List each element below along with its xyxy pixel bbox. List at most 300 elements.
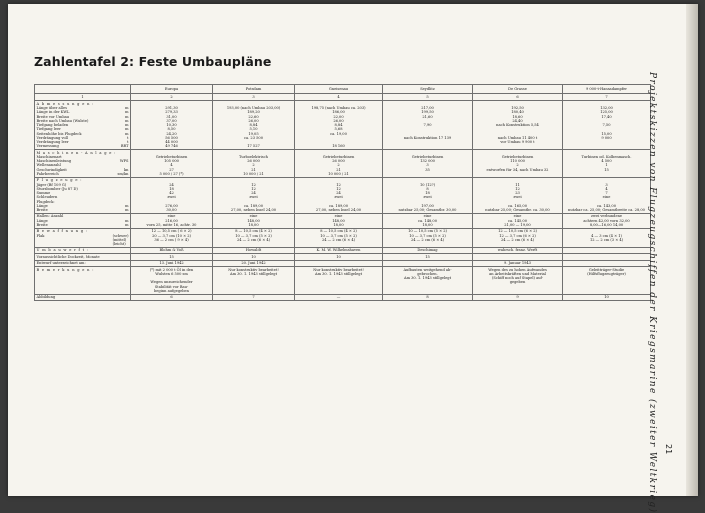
cell-line: 49 746 bbox=[165, 144, 178, 149]
data-cell bbox=[563, 267, 651, 295]
cell-line: 24 — 2 cm (6 × 4) bbox=[410, 237, 445, 242]
cell-line: 186,00 bbox=[332, 110, 345, 115]
unit-label: m bbox=[125, 110, 129, 115]
data-cell: K. M. W. Wilhelmshaven bbox=[295, 247, 383, 253]
cell-line: 3 bbox=[605, 182, 608, 187]
unit-label: sm/kn bbox=[117, 171, 129, 176]
cell-line: 10 (12?) bbox=[419, 182, 436, 187]
data-cell: Deschimag bbox=[383, 247, 473, 253]
cell-line: 24,20 bbox=[166, 131, 177, 136]
cell-line: 8,00—16,00 14,00 bbox=[589, 222, 624, 227]
cell-line bbox=[565, 144, 649, 148]
data-cell: Blohm & Voß bbox=[131, 247, 213, 253]
data-cell bbox=[383, 228, 473, 247]
header-potsdam: Potsdam bbox=[213, 85, 295, 94]
cell-line: Getriebeturbinen bbox=[411, 154, 444, 159]
row-hallen bbox=[35, 213, 651, 228]
cell-line: (schwer) bbox=[112, 233, 129, 238]
data-cell bbox=[295, 267, 383, 295]
cell-line: 24 — 2 cm (6 × 4) bbox=[500, 237, 535, 242]
cell-line: 21 bbox=[251, 167, 256, 172]
book-binding bbox=[686, 4, 698, 496]
data-cell bbox=[131, 101, 213, 150]
unit-label: m bbox=[125, 207, 129, 212]
row-bemerkungen bbox=[35, 267, 651, 295]
cell-line: 12 — 10,5 cm (6 × 2) bbox=[498, 229, 537, 234]
cell-line: 27,00, neben Insel 24,00 bbox=[230, 207, 277, 212]
data-cell bbox=[295, 213, 383, 228]
cell-line: 197,00 bbox=[421, 203, 434, 208]
column-number: 2 bbox=[131, 94, 213, 101]
row-label: Maschinenleistung bbox=[36, 159, 72, 164]
cell-line: 10 — 3,7 cm (5 × 2) bbox=[235, 233, 272, 238]
cell-line: 216,00 bbox=[165, 218, 178, 223]
cell-line: 19,05 bbox=[248, 131, 259, 136]
unit-label: t bbox=[127, 135, 129, 140]
row-abmessungen bbox=[35, 101, 651, 150]
cell-line: ca. 145,00 bbox=[507, 218, 527, 223]
data-cell bbox=[213, 101, 295, 150]
cell-line: 4 — 3 cm (4 × 1) bbox=[591, 233, 622, 238]
cell-line: 148,00 bbox=[332, 218, 345, 223]
cell-line: zwei bbox=[249, 195, 258, 200]
cell-line: beginn aufgegeben bbox=[153, 288, 190, 293]
cell-line: Getriebeturbinen bbox=[501, 154, 534, 159]
row-label: U m b a u w e r f t : bbox=[35, 247, 131, 253]
unit-label: WPS bbox=[119, 159, 129, 164]
data-cell bbox=[213, 177, 295, 213]
cell-line: 125,00 bbox=[600, 110, 613, 115]
cell-line: zwei bbox=[513, 195, 522, 200]
cell-line: 24 bbox=[251, 191, 256, 196]
data-cell bbox=[131, 267, 213, 295]
cell-line: Am 30. 1. 1943 stillgelegt bbox=[314, 271, 363, 276]
cell-line: Am 30. 1. 1943 stillgelegt bbox=[229, 271, 278, 276]
data-cell bbox=[213, 267, 295, 295]
header-de-grasse: De Grasse bbox=[473, 85, 563, 94]
cell-line: achtern 42,00 vorn 32,00 bbox=[583, 218, 630, 223]
cell-line: 56 500 bbox=[165, 135, 178, 140]
data-cell bbox=[131, 177, 213, 213]
data-cell: 10 bbox=[213, 254, 295, 260]
data-cell bbox=[383, 213, 473, 228]
cell-line: 10 — 3,7 cm (5 × 2) bbox=[320, 233, 357, 238]
column-number: 1 bbox=[35, 94, 131, 101]
row-label: Länge in der KWL bbox=[36, 110, 70, 115]
cell-line: 7,50 bbox=[602, 123, 611, 128]
cell-line: 10 — 3,7 cm (5 × 2) bbox=[409, 233, 446, 238]
cell-line: 10 000 / 21 bbox=[243, 171, 264, 176]
cell-line: 3 bbox=[426, 163, 429, 168]
row-label: Länge bbox=[36, 218, 48, 223]
data-cell bbox=[383, 150, 473, 178]
cell-line: 23 bbox=[515, 191, 520, 196]
cell-line bbox=[475, 172, 561, 176]
cell-line: 8,84 bbox=[334, 123, 343, 128]
cell-line: 30,00 bbox=[166, 207, 177, 212]
row-abbildung bbox=[35, 294, 651, 300]
data-cell bbox=[473, 177, 563, 213]
cell-line: (*) mit 2 000 t Öl in den bbox=[149, 267, 194, 272]
row-label: Breite nach Umbau (Wulste) bbox=[36, 118, 89, 123]
data-cell: 9. Januar 1943 bbox=[473, 260, 563, 266]
unit-label: m bbox=[125, 123, 129, 128]
cell-line: ca. 189,00 bbox=[243, 203, 263, 208]
cell-line: 4 500 bbox=[601, 159, 612, 164]
cell-line: 10,30 bbox=[166, 123, 177, 128]
cell-line: 24 — 2 cm (6 × 4) bbox=[321, 237, 356, 242]
cell-line: 105 000 bbox=[164, 159, 179, 164]
cell-line: 22,00 bbox=[333, 114, 344, 119]
column-number: 4 bbox=[295, 94, 383, 101]
row-label: Breite vor Umbau bbox=[36, 114, 70, 119]
cell-line: ca. 19,00 bbox=[330, 131, 347, 136]
cell-line: nutzbar ca. 25,00; Gesamtbreite ca. 28,00 bbox=[568, 207, 645, 212]
cell-line bbox=[565, 172, 649, 176]
cell-line: Wegen des zu hohen Aufwandes bbox=[488, 267, 547, 272]
unit-label: m bbox=[125, 114, 129, 119]
cell-line: 8 bbox=[426, 186, 429, 191]
cell-line: 21,60 bbox=[422, 114, 433, 119]
row-label: Länge über alles bbox=[36, 106, 67, 111]
cell-line: 44 000 bbox=[165, 140, 178, 145]
unit-label: m bbox=[125, 118, 129, 123]
unit-label: kn bbox=[124, 167, 129, 172]
row-label: Länge bbox=[36, 203, 48, 208]
cell-line: 9 000 bbox=[601, 135, 612, 140]
cell-line: 12 — 2 cm (3 × 4) bbox=[589, 237, 624, 242]
cell-line: eine bbox=[334, 214, 343, 219]
cell-line: nach Konstruktion 5,54 bbox=[496, 123, 539, 128]
column-number: 3 bbox=[213, 94, 295, 101]
row-label: Voraussichtliche Dockzeit, Monate bbox=[35, 254, 131, 260]
cell-line: 18 bbox=[425, 191, 430, 196]
data-cell bbox=[213, 150, 295, 178]
column-number: 5 bbox=[383, 94, 473, 101]
cell-line: 10 — 10,5 cm (5 × 2) bbox=[408, 229, 447, 234]
cell-line: 12 bbox=[336, 182, 341, 187]
row-label: Hallen: Anzahl bbox=[36, 214, 64, 219]
cell-line: 193,00 (nach Umbau 203,00) bbox=[226, 106, 281, 111]
cell-line: 12 bbox=[336, 186, 341, 191]
row-label: Flak bbox=[36, 233, 45, 238]
unit-label: m bbox=[125, 131, 129, 136]
cell-line: 22,60 bbox=[248, 114, 259, 119]
cell-line: 18,60 bbox=[512, 114, 523, 119]
row-label: Verdrängung leer bbox=[36, 140, 69, 145]
page-number: 21 bbox=[664, 444, 673, 455]
cell-line: 110 000 bbox=[510, 159, 525, 164]
cell-line: 5 000 / 27 (*) bbox=[159, 171, 184, 176]
cell-line: 31,00 bbox=[166, 114, 177, 119]
cell-line bbox=[385, 172, 471, 176]
data-cell bbox=[563, 101, 651, 150]
cell-line: Nur konstruktiv bearbeitet! bbox=[313, 267, 364, 272]
data-cell: 9 bbox=[473, 294, 563, 300]
cell-line: 1 bbox=[605, 163, 608, 168]
cell-line: 7,90 bbox=[423, 123, 432, 128]
cell-line: 26 000 bbox=[332, 159, 345, 164]
cell-line: 26,00 bbox=[248, 118, 259, 123]
row-label: Verdrängung voll bbox=[36, 135, 68, 140]
data-cell bbox=[295, 177, 383, 213]
unit-label: m bbox=[125, 127, 129, 132]
row-label: Vermessung bbox=[36, 144, 59, 149]
cell-line: eine bbox=[249, 214, 258, 219]
data-cell bbox=[383, 267, 473, 295]
cell-line: 180,40 bbox=[511, 110, 524, 115]
row-label: Seitenhöhe bis Flugdeck bbox=[36, 131, 82, 136]
data-cell bbox=[563, 213, 651, 228]
cell-line: 12 bbox=[251, 186, 256, 191]
cell-line: 35 bbox=[425, 167, 430, 172]
cell-line: nach Konstruktion 17 139 bbox=[403, 135, 452, 140]
data-cell bbox=[563, 150, 651, 178]
header-hansadampfer: 9 000-t-Hansadampfer bbox=[563, 85, 651, 94]
cell-line: eine bbox=[513, 214, 522, 219]
row-label: Fahrbereich bbox=[36, 171, 59, 176]
cell-line: 15,00 bbox=[601, 131, 612, 136]
cell-line: nach Umbau 11 400 t bbox=[497, 135, 538, 140]
header-seydlitz: Seydlitz bbox=[383, 85, 473, 94]
unit-label: BRT bbox=[120, 144, 129, 149]
cell-line: Getriebeturbinen bbox=[155, 154, 188, 159]
cell-line: eine bbox=[167, 214, 176, 219]
data-cell: 20. Juni 1942 bbox=[213, 260, 295, 266]
cell-line: 21,00 — 19,00 bbox=[504, 222, 531, 227]
cell-line: 12 bbox=[251, 182, 256, 187]
row-label: Breite bbox=[36, 207, 48, 212]
row-label: Schleudern bbox=[36, 195, 58, 200]
cell-line: Turboelektrisch bbox=[239, 154, 268, 159]
cell-line: 5,68 bbox=[334, 127, 343, 132]
cell-line: Geleitträger-Studie bbox=[588, 267, 625, 272]
data-cell bbox=[563, 228, 651, 247]
data-cell bbox=[473, 150, 563, 178]
cell-line: zwei bbox=[167, 195, 176, 200]
cell-line: 8,50 bbox=[167, 127, 176, 132]
cell-line: 21 bbox=[336, 167, 341, 172]
cell-line: 24,40 bbox=[512, 118, 523, 123]
cell-line: 27,00, neben Insel 24,00 bbox=[315, 207, 362, 212]
cell-line: 217,00 bbox=[421, 106, 434, 111]
cell-line: 132 000 bbox=[420, 159, 435, 164]
data-cell bbox=[131, 228, 213, 247]
data-cell bbox=[473, 101, 563, 150]
data-cell bbox=[473, 267, 563, 295]
cell-line: an Arbeitskräften und Material bbox=[489, 271, 546, 276]
cell-line: 24 — 2 cm (6 × 4) bbox=[236, 237, 271, 242]
cell-line: 199,50 bbox=[421, 110, 434, 115]
row-label: Tiefgang beladen bbox=[36, 123, 69, 128]
cell-line: zwei verbundene bbox=[590, 214, 623, 219]
data-cell bbox=[473, 213, 563, 228]
section-heading: B e w a f f n u n g : bbox=[36, 229, 88, 234]
cell-line: (leicht) bbox=[112, 241, 126, 246]
label-cell bbox=[35, 150, 131, 178]
cell-line: nutzbar 25,00; Gesamtbr. ca. 30,00 bbox=[485, 207, 550, 212]
cell-line: 2 bbox=[337, 163, 340, 168]
cell-line: eine bbox=[423, 214, 432, 219]
data-cell: 7 bbox=[213, 294, 295, 300]
cell-line: 276,00 bbox=[165, 203, 178, 208]
row-label: Entwurf unterzeichnet am: bbox=[35, 260, 131, 266]
cell-line: 18,00 bbox=[333, 222, 344, 227]
running-head: Projektskizzen von Flugzeugschiffen der Kriegsmarine (zweiter Weltkrieg) bbox=[647, 72, 657, 513]
cell-line: Aufbauten weitgehend ab- bbox=[403, 267, 452, 272]
cell-line: 198,75 (nach Umbau ca. 203) bbox=[311, 106, 366, 111]
cell-line: 10 000 / 21 bbox=[328, 171, 349, 176]
data-cell: 10 bbox=[295, 254, 383, 260]
unit-label: m bbox=[125, 222, 129, 227]
header-row bbox=[35, 85, 651, 94]
cell-line: eine bbox=[602, 195, 611, 200]
data-cell bbox=[295, 101, 383, 150]
cell-line: Turbinen od. Kolbenmasch. bbox=[581, 154, 632, 159]
data-cell bbox=[383, 101, 473, 150]
cell-line: ca. 148,00 bbox=[417, 218, 437, 223]
label-cell bbox=[35, 213, 131, 228]
cell-line: (Hilfsflugzeugträger) bbox=[587, 271, 626, 276]
cell-line: 12 — 3,7 cm (6 × 2) bbox=[499, 233, 536, 238]
data-cell: 6 bbox=[131, 294, 213, 300]
data-cell bbox=[383, 177, 473, 213]
cell-line: 12 bbox=[515, 186, 520, 191]
umbau-table bbox=[34, 84, 651, 301]
data-cell bbox=[473, 228, 563, 247]
cell-line: 20 — 3,7 cm (10 × 2) bbox=[152, 233, 191, 238]
cell-line: ca. 143,00 bbox=[596, 203, 616, 208]
data-cell bbox=[213, 213, 295, 228]
cell-line: 2 bbox=[516, 163, 519, 168]
cell-line: 17 527 bbox=[247, 144, 260, 149]
cell-line: 18,00 bbox=[248, 222, 259, 227]
unit-label: m bbox=[125, 203, 129, 208]
cell-line: nutzbar 25,00; Gesamtbr. 30,00 bbox=[398, 207, 457, 212]
data-cell bbox=[295, 228, 383, 247]
section-heading: M a s c h i n e n - A n l a g e : bbox=[36, 150, 117, 155]
cell-line: 36 — 2 cm ( 9 × 4) bbox=[154, 237, 189, 242]
row-label: Abbildung bbox=[35, 294, 131, 300]
row-bewaffnung bbox=[35, 228, 651, 247]
cell-line: 42 bbox=[169, 191, 174, 196]
section-heading: F l u g z e u g e : bbox=[36, 178, 83, 183]
cell-line: gegeben bbox=[509, 280, 526, 285]
unit-label: m bbox=[125, 218, 129, 223]
cell-line: 189,20 bbox=[247, 110, 260, 115]
cell-line: 8,84 bbox=[249, 123, 258, 128]
data-cell: — bbox=[295, 294, 383, 300]
book-page bbox=[8, 4, 698, 513]
row-label: Maschinenart bbox=[36, 154, 62, 159]
row-label: Breite bbox=[36, 222, 48, 227]
cell-line: 148,00 bbox=[247, 218, 260, 223]
label-cell bbox=[35, 177, 131, 213]
column-number-row bbox=[35, 94, 651, 101]
cell-line: 26,00 bbox=[333, 118, 344, 123]
data-cell: 10 bbox=[563, 294, 651, 300]
data-cell: 8 bbox=[383, 294, 473, 300]
cell-line: ca. 189,00 bbox=[328, 203, 348, 208]
cell-line: 2 bbox=[252, 163, 255, 168]
cell-line: 4 bbox=[170, 163, 173, 168]
row-label: Tiefgang leer bbox=[36, 127, 61, 132]
data-cell: 15 bbox=[383, 254, 473, 260]
data-cell bbox=[131, 150, 213, 178]
cell-line: 7 bbox=[605, 191, 608, 196]
column-number: 7 bbox=[563, 94, 651, 101]
cell-line: ca. 23 500 bbox=[243, 135, 263, 140]
data-cell: 15 bbox=[131, 254, 213, 260]
cell-line: zwei bbox=[334, 195, 343, 200]
cell-line: 192,50 bbox=[511, 106, 524, 111]
cell-line: 132,00 bbox=[600, 106, 613, 111]
data-cell: 13. Juni 1942 bbox=[131, 260, 213, 266]
column-number: 6 bbox=[473, 94, 563, 101]
row-flugzeuge bbox=[35, 177, 651, 213]
cell-line: 18 bbox=[169, 186, 174, 191]
cell-line: Stabilität vor Bau- bbox=[154, 284, 189, 289]
cell-line: (Schiff noch auf Stapel) auf- bbox=[492, 276, 543, 281]
cell-line: entworfen für 34, nach Umbau 32 bbox=[486, 167, 549, 172]
cell-line: Wegen unzureichender bbox=[150, 280, 193, 285]
row-maschinenanlage bbox=[35, 150, 651, 178]
row-label: Flugdeck: bbox=[36, 199, 55, 204]
cell-line: Wulsten 6 500 sm bbox=[155, 271, 188, 276]
label-cell bbox=[35, 228, 131, 247]
row-label: Jäger (Bf 109 G) bbox=[36, 182, 67, 187]
cell-line: 291,30 bbox=[165, 106, 178, 111]
cell-line: 24 bbox=[336, 191, 341, 196]
cell-line: 4 bbox=[605, 186, 608, 191]
cell-line: Nur konstruktiv bearbeitet! bbox=[228, 267, 279, 272]
cell-line: Am 30. 1. 1943 stillgelegt bbox=[403, 276, 452, 281]
row-label: Summe bbox=[36, 191, 51, 196]
cell-line bbox=[475, 144, 561, 148]
header-europa: Europa bbox=[131, 85, 213, 94]
cell-line: 8 — 10,5 cm (4 × 2) bbox=[235, 229, 272, 234]
unit-list bbox=[113, 234, 129, 247]
unit-label: t bbox=[127, 140, 129, 145]
cell-line: gebrochen. bbox=[417, 271, 438, 276]
cell-line: vorn 25, mitte 16, achtr. 30 bbox=[146, 222, 197, 227]
data-cell: wahrsch. franz. Werft bbox=[473, 247, 563, 253]
cell-line: 18,00 bbox=[422, 222, 433, 227]
cell-line: 11 bbox=[515, 182, 520, 187]
cell-line: 5,10 bbox=[249, 127, 258, 132]
cell-line: 18 160 bbox=[332, 144, 345, 149]
data-cell bbox=[563, 177, 651, 213]
cell-line: Getriebeturbinen bbox=[322, 154, 355, 159]
cell-line: vor Umbau 9 900 t bbox=[500, 140, 535, 145]
cell-line: 27 bbox=[169, 167, 174, 172]
cell-line: 15 bbox=[604, 167, 609, 172]
cell-line: 12 — 10,5 cm ( 6 × 2) bbox=[151, 229, 192, 234]
row-label: Sturzbomber (Ju 87 D) bbox=[36, 186, 78, 191]
label-cell bbox=[35, 101, 131, 150]
cell-line: 37,00 bbox=[166, 118, 177, 123]
row-label: B e m e r k u n g e n : bbox=[35, 267, 131, 295]
unit-label: m bbox=[125, 106, 129, 111]
cell-line: 8 — 10,5 cm (4 × 2) bbox=[320, 229, 357, 234]
cell-line: 279,33 bbox=[165, 110, 178, 115]
cell-line: 17,40 bbox=[601, 114, 612, 119]
cell-line: 26 000 bbox=[247, 159, 260, 164]
header-cell bbox=[35, 85, 131, 94]
cell-line bbox=[385, 144, 471, 148]
header-gneisenau: Gneisenau bbox=[295, 85, 383, 94]
data-cell bbox=[295, 150, 383, 178]
